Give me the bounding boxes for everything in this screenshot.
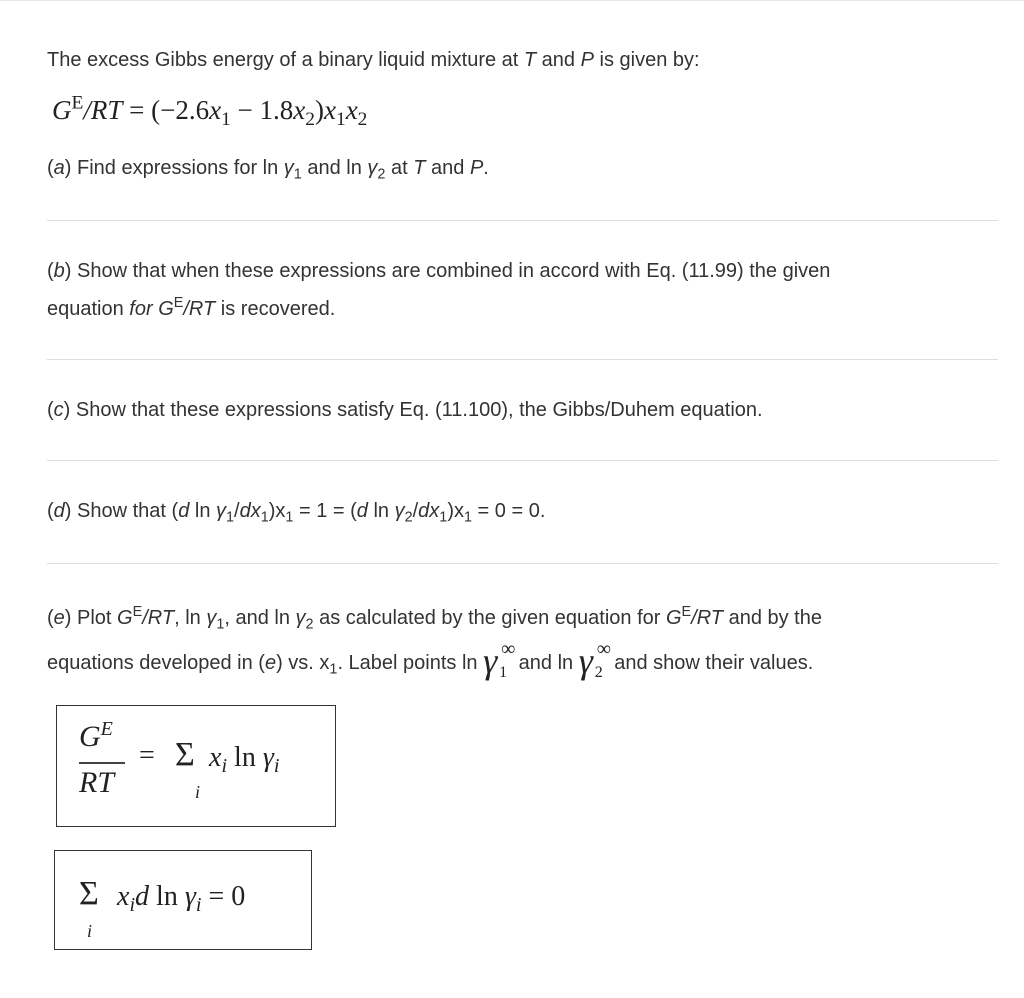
fraction-numerator: $G^E$ [79, 718, 113, 753]
gamma2-infinity-symbol: γ 2 ∞ [578, 638, 611, 681]
part-e-question-line1: (e) Plot $G^E/RT$, $\ln \gamma_1$, and $\ln \gamma_2$ as calculated by the given equation for $G^E/RT$ and by the [47, 604, 822, 633]
sigma-symbol: Σ [79, 875, 99, 912]
fraction-denominator: RT [79, 766, 115, 799]
part-a-question: (a) Find expressions for $\ln \gamma_1$ and $\ln \gamma_2$ at T and P. [47, 157, 489, 183]
fraction-bar [79, 762, 125, 764]
equals-sign: = [139, 740, 155, 771]
sum-index: i [195, 782, 201, 802]
gamma1-infinity-symbol: γ 1 ∞ [483, 638, 516, 681]
part-e-question-line2: equations developed in (e) vs. $x_1$. Label points ln γ 1 ∞ and ln γ 2 ∞ and show their values. [47, 638, 814, 681]
sum-expression: $x_i$ $\ln \gamma_i$ [209, 742, 280, 778]
equation-11-99-box [56, 705, 336, 827]
excess-gibbs-formula: $G^E/RT = (-2.6x_1 - 1.8x_2)x_1x_2$ [52, 92, 368, 130]
sigma-symbol: Σ [175, 736, 195, 773]
divider [47, 220, 998, 221]
divider [47, 359, 998, 360]
part-c-question: (c) Show that these expressions satisfy Eq. (11.100), the Gibbs/Duhem equation. [47, 399, 763, 421]
divider [47, 460, 998, 461]
part-d-question: (d) Show that (d $\ln \gamma_1/dx_1)x_1 = 1 = (d$ $\ln \gamma_2/dx_1)x_1 = 0 = 0$. [47, 500, 546, 526]
sum-index: i [87, 921, 93, 941]
part-b-question-line1: (b) Show that when these expressions are combined in accord with Eq. (11.99) the given [47, 260, 831, 282]
intro-paragraph: The excess Gibbs energy of a binary liquid mixture at T and P is given by: [47, 49, 700, 71]
part-b-question-line2: equation for $G^E/RT$ is recovered. [47, 295, 336, 320]
divider [47, 563, 998, 564]
gibbs-duhem-expression: $x_id$ $\ln \gamma_i = 0$ [117, 881, 246, 917]
top-divider [0, 0, 1024, 1]
equation-11-100-box [54, 850, 312, 950]
